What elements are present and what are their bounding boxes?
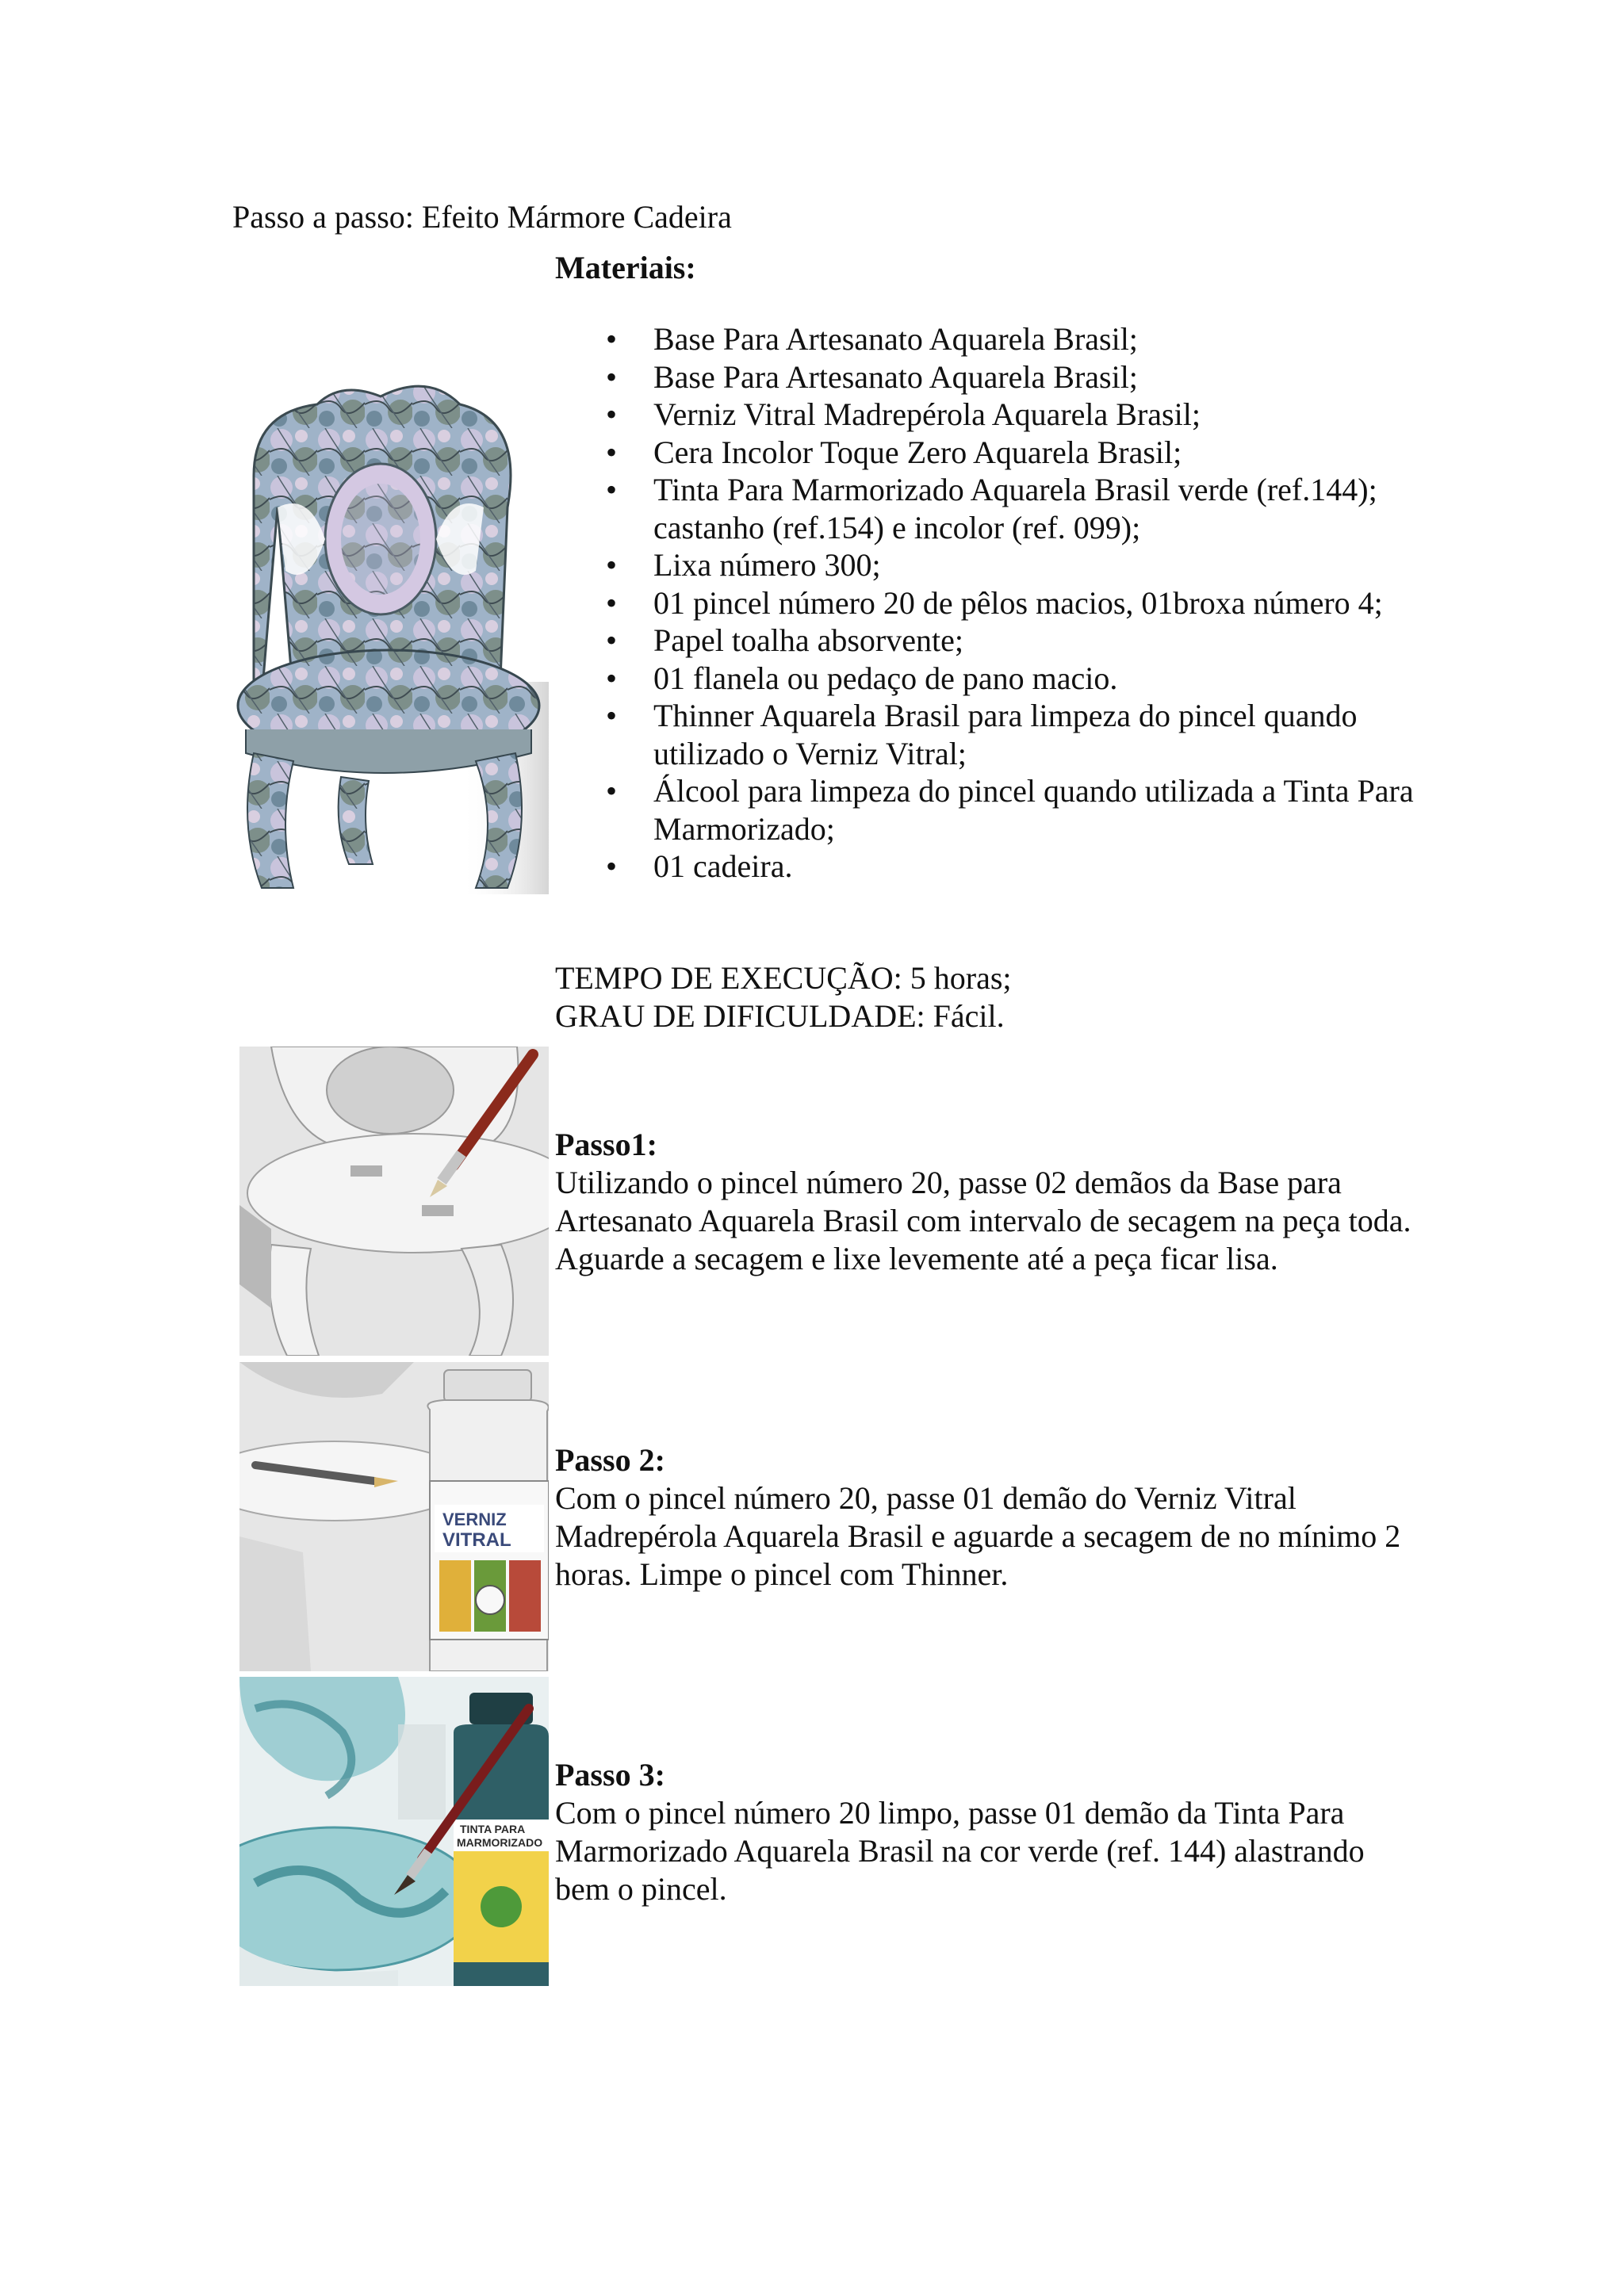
list-item: • Base Para Artesanato Aquarela Brasil;: [555, 320, 1419, 358]
list-item: • 01 cadeira.: [555, 848, 1419, 886]
materials-heading: Materiais:: [555, 250, 696, 285]
step-1-photo: [239, 1047, 549, 1356]
step-2-heading: Passo 2:: [555, 1442, 665, 1478]
list-item: • Thinner Aquarela Brasil para limpeza do pincel quando utilizado o Verniz Vitral;: [555, 697, 1419, 772]
execution-info: [555, 959, 1012, 1035]
document-title: Passo a passo: Efeito Mármore Cadeira: [232, 199, 732, 235]
verniz-jar-label: VERNIZ: [442, 1510, 507, 1529]
step-1: [555, 1126, 1419, 1278]
list-item: • Base Para Artesanato Aquarela Brasil;: [555, 358, 1419, 396]
step-1-heading: Passo1:: [555, 1127, 657, 1162]
list-item: • Lixa número 300;: [555, 546, 1419, 584]
tinta-jar-label: TINTA PARA: [460, 1823, 526, 1835]
marmorizado-jar-label: MARMORIZADO: [457, 1836, 543, 1849]
step-2-photo: [239, 1362, 549, 1671]
marbled-chair-photo: [222, 381, 549, 894]
list-item: • 01 pincel número 20 de pêlos macios, 01broxa número 4;: [555, 584, 1419, 622]
list-item: • Verniz Vitral Madrepérola Aquarela Brasil;: [555, 396, 1419, 434]
list-item: • 01 flanela ou pedaço de pano macio.: [555, 660, 1419, 698]
execution-time: TEMPO DE EXECUÇÃO: 5 horas;: [555, 960, 1012, 996]
list-item: • Álcool para limpeza do pincel quando utilizada a Tinta Para Marmorizado;: [555, 772, 1419, 848]
step-3: [555, 1756, 1419, 1908]
step-3-heading: Passo 3:: [555, 1757, 665, 1793]
step-1-text: Utilizando o pincel número 20, passe 02 demãos da Base para Artesanato Aquarela Brasil com intervalo de secagem na peça toda. Aguarde a secagem e lixe levemente até a peça ficar lisa.: [555, 1165, 1411, 1276]
difficulty-level: GRAU DE DIFICULDADE: Fácil.: [555, 998, 1005, 1034]
step-3-photo: [239, 1677, 549, 1986]
step-3-text: Com o pincel número 20 limpo, passe 01 demão da Tinta Para Marmorizado Aquarela Brasil na cor verde (ref. 144) alastrando bem o pincel.: [555, 1795, 1365, 1907]
list-item: • Cera Incolor Toque Zero Aquarela Brasil;: [555, 434, 1419, 472]
materials-list: [555, 320, 1419, 886]
vitral-jar-label: VITRAL: [442, 1529, 511, 1551]
list-item: • Papel toalha absorvente;: [555, 622, 1419, 660]
step-2-text: Com o pincel número 20, passe 01 demão do Verniz Vitral Madrepérola Aquarela Brasil e aguarde a secagem de no mínimo 2 horas. Limpe o pincel com Thinner.: [555, 1480, 1401, 1592]
step-2: [555, 1441, 1419, 1594]
list-item: • Tinta Para Marmorizado Aquarela Brasil verde (ref.144); castanho (ref.154) e incolor (ref. 099);: [555, 471, 1419, 546]
